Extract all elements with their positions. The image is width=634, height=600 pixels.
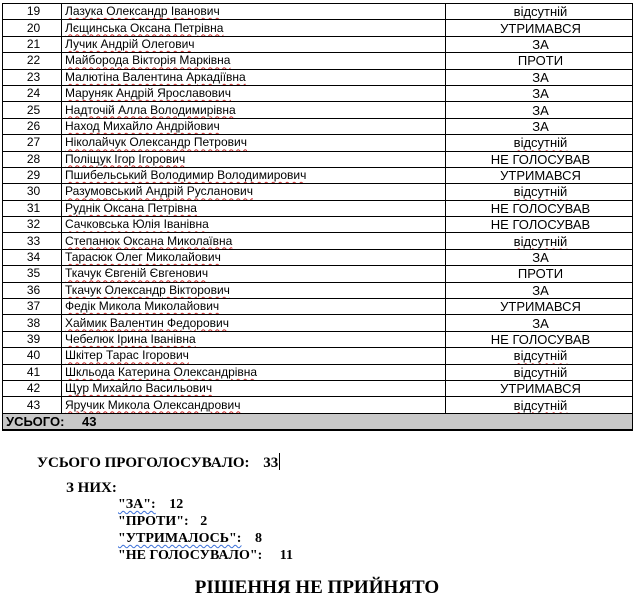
vote-value: НЕ ГОЛОСУВАВ [490,200,591,216]
summary-for-line [118,497,183,513]
vote-cell [446,69,633,85]
table-row [3,69,633,85]
vote-cell [446,233,633,249]
text-cursor [279,453,280,470]
deputy-name: Лазука Олександр Іванович [65,4,220,19]
vote-cell [446,348,633,364]
vote-value: відсутній [513,397,568,413]
row-number: 37 [3,299,62,315]
summary-not-voted-label: "НЕ ГОЛОСУВАЛО": [118,548,263,563]
deputy-name: Сачковська Юлія Іванівна [65,217,209,232]
table-row [3,233,633,249]
deputy-name: Степанюк Оксана Миколаївна [65,233,233,248]
table-row [3,315,633,331]
vote-value: відсутній [513,348,568,364]
table-row [3,85,633,101]
deputy-name: Хаймик Валентин Федорович [65,315,229,330]
row-number: 38 [3,315,62,331]
deputy-name: Яручик Микола Олександрович [65,397,241,412]
vote-value: НЕ ГОЛОСУВАВ [490,217,591,233]
vote-value: УТРИМАВСЯ [500,168,581,184]
deputy-name: Разумовський Андрій Русланович [65,184,253,199]
row-number: 28 [3,151,62,167]
row-number: 32 [3,217,62,233]
table-row [3,20,633,36]
summary-for-value: 12 [169,497,184,512]
deputy-name: Щур Михайло Васильович [65,381,213,396]
table-row [3,118,633,134]
deputy-name-cell [62,20,446,36]
row-number: 40 [3,348,62,364]
vote-value: ЗА [532,250,549,266]
vote-cell [446,331,633,347]
deputy-name: Шкітер Тарас Ігорович [65,348,189,363]
deputy-name: Ткачук Олександр Вікторович [65,282,230,297]
table-row [3,200,633,216]
table-row [3,184,633,200]
summary-not-voted-line [118,548,293,564]
row-number: 36 [3,282,62,298]
total-cell [3,413,633,430]
table-row [3,135,633,151]
deputy-name: Лєщинська Оксана Петрівна [65,20,224,35]
deputy-name: Тарасюк Олег Миколайович [65,250,221,265]
decision-text: РІШЕННЯ НЕ ПРИЙНЯТО [194,577,440,598]
table-row [3,249,633,265]
summary-not-voted-value: 11 [279,548,293,563]
vote-cell [446,36,633,52]
summary-abstained-line [118,531,262,547]
row-number: 22 [3,53,62,69]
summary-against-label: "ПРОТИ": [118,514,189,529]
row-number: 35 [3,266,62,282]
row-number: 21 [3,36,62,52]
deputy-name-cell [62,315,446,331]
vote-value: відсутній [513,364,568,380]
deputy-name-cell [62,217,446,233]
deputy-name: Поліщук Ігор Ігорович [65,151,186,166]
summary-against-value: 2 [200,514,208,529]
table-row [3,282,633,298]
table-row [3,102,633,118]
voting-table [2,3,633,431]
row-number: 29 [3,167,62,183]
vote-cell [446,200,633,216]
summary-for-label: "ЗА": [118,497,156,512]
vote-value: ЗА [532,69,549,85]
vote-cell [446,20,633,36]
deputy-name-cell [62,53,446,69]
vote-cell [446,217,633,233]
vote-cell [446,4,633,20]
deputy-name-cell [62,364,446,380]
vote-cell [446,167,633,183]
deputy-name: Ніколайчук Олександр Петрович [65,135,247,150]
deputy-name: Пшибельський Володимир Володимирович [65,168,307,183]
deputy-name-cell [62,4,446,20]
vote-value: НЕ ГОЛОСУВАВ [490,332,591,347]
table-row [3,364,633,380]
vote-value: НЕ ГОЛОСУВАВ [490,151,591,167]
row-number: 26 [3,118,62,134]
vote-value: ЗА [532,36,549,52]
vote-value: відсутній [513,4,568,20]
vote-cell [446,53,633,69]
vote-value: ПРОТИ [517,266,564,282]
vote-cell [446,249,633,265]
deputy-name: Лучик Андрій Олегович [65,36,195,51]
deputy-name-cell [62,69,446,85]
table-row [3,266,633,282]
deputy-name: Малютіна Валентина Аркадіївна [65,69,246,84]
vote-cell [446,380,633,396]
vote-value: ЗА [532,118,549,134]
deputy-name: Маруняк Андрій Ярославович [65,86,231,101]
of-them-heading: З НИХ: [66,480,117,496]
deputy-name-cell [62,200,446,216]
vote-cell [446,282,633,298]
deputy-name: Майборода Вікторія Марківна [65,53,231,68]
deputy-name-cell [62,85,446,101]
deputy-name: Чебелюк Ірина Іванівна [65,332,196,346]
table-row [3,167,633,183]
vote-cell [446,315,633,331]
deputy-name-cell [62,233,446,249]
deputy-name-cell [62,36,446,52]
row-number: 41 [3,364,62,380]
vote-value: відсутній [513,184,568,200]
vote-cell [446,364,633,380]
row-number: 20 [3,20,62,36]
vote-cell [446,397,633,413]
table-row [3,151,633,167]
vote-value: відсутній [513,135,568,151]
row-number: 30 [3,184,62,200]
total-voted-line [37,453,280,472]
deputy-name-cell [62,380,446,396]
deputy-name-cell [62,249,446,265]
total-voted-value: 33 [263,455,279,471]
row-number: 27 [3,135,62,151]
deputy-name: Надточій Алла Володимирівна [65,102,236,117]
vote-cell [446,85,633,101]
total-value: 43 [82,413,97,429]
deputy-name-cell [62,184,446,200]
vote-value: ЗА [532,315,549,331]
table-row [3,380,633,396]
summary-abstained-value: 8 [254,531,262,546]
row-number: 31 [3,200,62,216]
deputy-name-cell [62,331,446,347]
deputy-name-cell [62,151,446,167]
row-number: 34 [3,249,62,265]
vote-cell [446,102,633,118]
deputy-name: Наход Михайло Андрійович [65,118,220,133]
deputy-name-cell [62,102,446,118]
total-voted-label: УСЬОГО ПРОГОЛОСУВАЛО: [37,455,250,471]
vote-value: УТРИМАВСЯ [500,299,581,315]
deputy-name-cell [62,118,446,134]
row-number: 33 [3,233,62,249]
deputy-name: Ткачук Євгеній Євгенович [65,266,209,281]
row-number: 39 [3,331,62,347]
table-row [3,217,633,233]
row-number: 19 [3,4,62,20]
deputy-name-cell [62,348,446,364]
deputy-name: Шкльода Катерина Олександрівна [65,364,258,379]
vote-cell [446,184,633,200]
table-row [3,348,633,364]
vote-cell [446,151,633,167]
row-number: 25 [3,102,62,118]
row-number: 23 [3,69,62,85]
vote-value: УТРИМАВСЯ [500,381,581,397]
table-row [3,299,633,315]
vote-value: відсутній [513,233,568,249]
vote-value: ЗА [532,102,549,118]
table-row [3,53,633,69]
deputy-name-cell [62,299,446,315]
vote-cell [446,266,633,282]
vote-value: ЗА [532,282,549,298]
row-number: 24 [3,85,62,101]
deputy-name-cell [62,135,446,151]
table-row [3,4,633,20]
vote-cell [446,299,633,315]
vote-value: ПРОТИ [517,53,564,69]
deputy-name-cell [62,397,446,413]
voting-table-body [3,4,633,431]
row-number: 43 [3,397,62,413]
row-number: 42 [3,380,62,396]
summary-abstained-label: "УТРИМАЛОСЬ": [118,531,242,546]
vote-value: УТРИМАВСЯ [500,20,581,36]
table-row [3,397,633,413]
table-row [3,36,633,52]
total-row [3,413,633,430]
vote-cell [446,135,633,151]
deputy-name-cell [62,282,446,298]
total-label: УСЬОГО: [6,413,65,429]
deputy-name: Руднік Оксана Петрівна [65,200,197,215]
summary-against-line [118,514,207,530]
vote-cell [446,118,633,134]
table-row [3,331,633,347]
deputy-name: Федік Микола Миколайович [65,299,220,314]
vote-value: ЗА [532,86,549,102]
deputy-name-cell [62,167,446,183]
deputy-name-cell [62,266,446,282]
